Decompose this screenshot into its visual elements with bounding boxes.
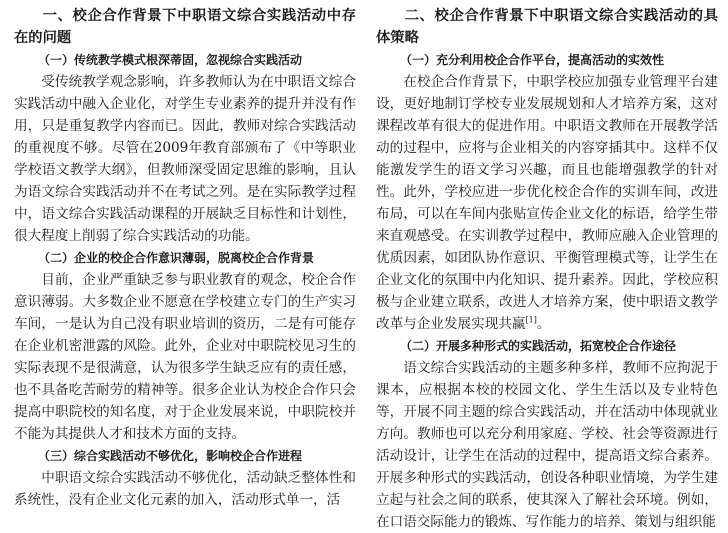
paragraph-end: 。 <box>536 316 551 332</box>
paragraph: 受传统教学观念影响，许多教师认为在中职语文综合实践活动中融入企业化，对学生专业素养的提升并没有作用，只是重复教学内容而已。因此，教师对综合实践活动的重视度不够。尽管在2009年教育部颁布了《中等职业学校语文教学大纲》，但教师深受固定思维的影响，且认为语文综合实践活动并不在考试之列。是在实际教学过程中，语文综合实践活动课程的开展缺乏目标性和计划性，很大程度上削弱了综合实践活动的功能。 <box>14 74 356 244</box>
paragraph: 语文综合实践活动的主题多种多样，教师不应拘泥于课本，应根据本校的校园文化、学生生活以及专业特色等，开展不同主题的综合实践活动，并在活动中体现就业方向。教师也可以充分利用家庭、学校、社会等资源进行活动设计，让学生在活动的过程中，提高语文综合素养。开展多种形式的实践活动，创设各种职业情境，为学生建立起与社会之间的联系，使其深入了解社会环境。例如，在口语交际能力的锻炼、写作能力的培养、策划与组织能 <box>376 360 718 530</box>
left-column <box>14 6 356 508</box>
paragraph <box>376 71 718 335</box>
subsection-title-2: （二）开展多种形式的实践活动，拓宽校企合作途径 <box>400 339 677 353</box>
subsection-title-3: （三）综合实践活动不够优化，影响校企合作进程 <box>38 449 303 463</box>
subsection-title-2: （二）企业的校企合作意识薄弱，脱离校企合作背景 <box>38 251 315 265</box>
right-column <box>376 6 718 530</box>
section-heading-problems: 一、校企合作背景下中职语文综合实践活动中存在的问题 <box>14 8 356 46</box>
section-heading-strategies: 二、校企合作背景下中职语文综合实践活动的具体策略 <box>376 8 718 46</box>
paragraph: 中职语文综合实践活动不够优化，活动缺乏整体性和系统性，没有企业文化元素的加入，活动形式单一，活 <box>14 470 356 508</box>
paragraph-text: 在校企合作背景下，中职学校应加强专业管理平台建设，更好地制订学校专业发展规划和人才培养方案，这对课程改革有很大的促进作用。中职语文教师在开展教学活动的过程中，应将与企业相关的内容穿插其中。这样不仅能激发学生的语文学习兴趣，而且也能增强教学的针对性。此外，学校应进一步优化校企合作的实训车间，改进布局，可以在车间内张贴宣传企业文化的标语，给学生带来直观感受。在实训教学过程中，教师应融入企业管理的优质因素，如团队协作意识、平衡管理模式等，让学生在企业文化的氛围中内化知识、提升素养。因此，学校应积极与企业建立联系，改进人才培养方案，使中职语文教学改革与企业发展实现共赢 <box>376 74 718 332</box>
subsection-title-1: （一）传统教学模式根深蒂固，忽视综合实践活动 <box>38 53 303 67</box>
subsection-title-1: （一）充分利用校企合作平台，提高活动的实效性 <box>400 53 665 67</box>
citation-marker: [1] <box>525 315 537 325</box>
paragraph: 目前，企业严重缺乏参与职业教育的观念，校企合作意识薄弱。大多数企业不愿意在学校建立专门的生产实习车间，一是认为自己没有职业培训的资历，二是有可能存在企业机密泄露的风险。此外，企业对中职院校见习生的实际表现不是很满意，认为很多学生缺乏应有的责任感，也不具备吃苦耐劳的精神等。很多企业认为校企合作只会提高中职院校的知名度，对于企业发展来说，中职院校并不能为其提供人才和技术方面的支持。 <box>14 272 356 442</box>
